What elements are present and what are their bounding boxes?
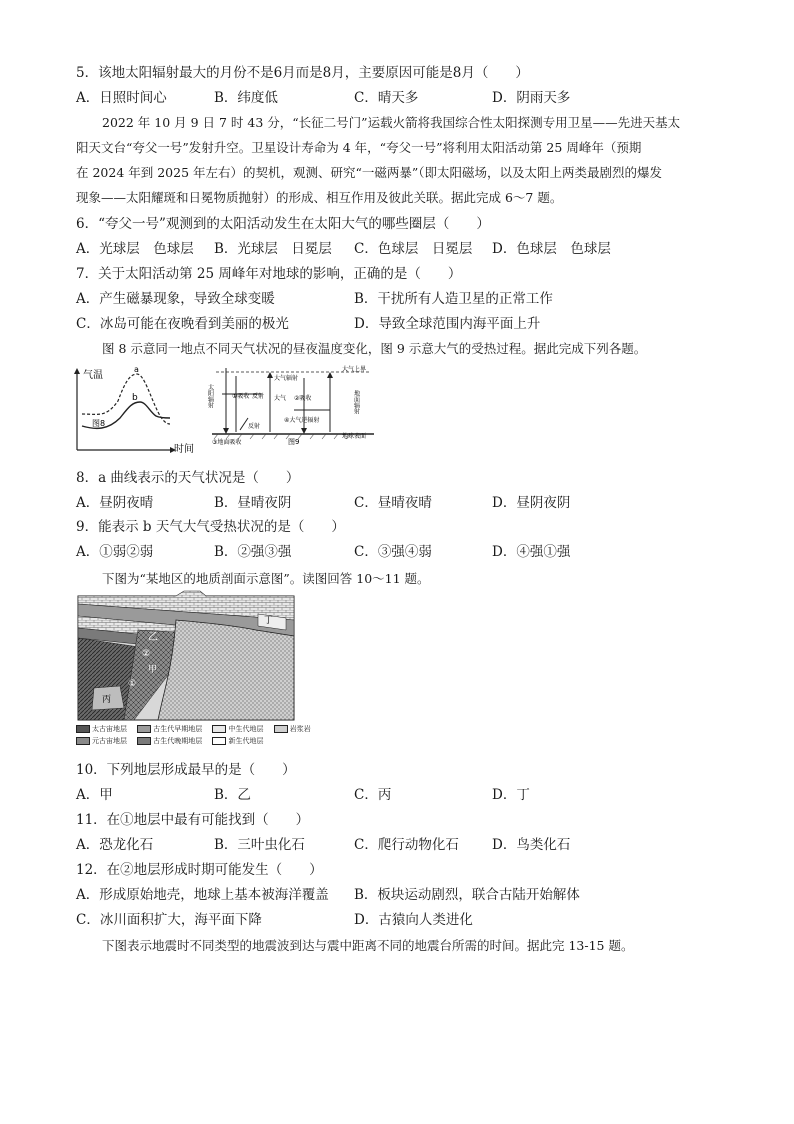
fig9-surface-label: 地球表面 bbox=[342, 433, 367, 440]
legend-item-early-paleozoic: 古生代早期地层 bbox=[137, 724, 202, 734]
q5-option-c: C．晴天多 bbox=[354, 90, 419, 106]
q8-option-b: B．昼晴夜阴 bbox=[214, 495, 292, 511]
fig9-counter-label: ④大气逆辐射 bbox=[284, 417, 320, 424]
q8-option-c: C．昼晴夜晴 bbox=[354, 495, 432, 511]
geo-label-two: ② bbox=[142, 649, 151, 659]
fig9-absorb-label: ①吸收 bbox=[232, 393, 250, 400]
geo-igneous-body bbox=[158, 620, 294, 720]
geo-label-ding: 丁 bbox=[264, 616, 274, 626]
fig9-ground-rad-label: 地面辐射 bbox=[352, 390, 360, 414]
fig8-xlabel: 时间 bbox=[174, 444, 194, 455]
legend-item-proterozoic: 元古宙地层 bbox=[76, 736, 127, 746]
q5-option-d: D．阴雨天多 bbox=[492, 90, 571, 106]
fig8-label-a: a bbox=[134, 365, 139, 374]
q11-option-d: D．鸟类化石 bbox=[492, 837, 571, 853]
passage1-line-2: 阳天文台“夸父一号”发射升空。卫星设计寿命为 4 年，“夸父一号”将利用太阳活动第 25 周峰年（预期 bbox=[76, 140, 642, 155]
q7-option-c: C．冰岛可能在夜晚看到美丽的极光 bbox=[76, 316, 289, 332]
q7-option-d: D．导致全球范围内海平面上升 bbox=[354, 316, 541, 332]
q10-option-a: A．甲 bbox=[76, 787, 113, 803]
fig9-absorb2-label: ②吸收 bbox=[294, 395, 312, 402]
q12-stem: 12．在②地层形成时期可能发生（ ） bbox=[76, 862, 323, 878]
q10-option-b: B．乙 bbox=[214, 787, 251, 803]
q7-stem: 7．关于太阳活动第 25 周峰年对地球的影响，正确的是（ ） bbox=[76, 266, 462, 282]
passage1-line-3: 在 2024 年到 2025 年左右）的契机，观测、研究“一磁两暴”（即太阳磁场，以及太阳上两类最剧烈的爆发 bbox=[76, 165, 663, 180]
q6-option-c: C．色球层 日冕层 bbox=[354, 241, 473, 257]
fig8-ylabel: 气温 bbox=[83, 370, 103, 381]
legend-item-late-paleozoic: 古生代晚期地层 bbox=[137, 736, 202, 746]
q12-option-d: D．古猿向人类进化 bbox=[354, 912, 473, 928]
figure-8-temperature-chart bbox=[70, 366, 202, 456]
fig9-ground-absorb-label: ③地面吸收 bbox=[212, 439, 242, 446]
passage4: 下图表示地震时不同类型的地震波到达与震中距离不同的地震台所需的时间。据此完 13-15 题。 bbox=[102, 938, 634, 953]
q9-option-a: A．①弱②弱 bbox=[76, 544, 154, 560]
fig9-top-label: 大气上界 bbox=[342, 366, 367, 373]
passage3: 下图为“某地区的地质剖面示意图”。读图回答 10～11 题。 bbox=[102, 571, 430, 586]
q8-option-d: D．昼阴夜阴 bbox=[492, 495, 571, 511]
q6-option-b: B．光球层 日冕层 bbox=[214, 241, 332, 257]
q9-option-b: B．②强③强 bbox=[214, 544, 292, 560]
legend-item-cenozoic: 新生代地层 bbox=[212, 736, 263, 746]
geo-label-one: ① bbox=[128, 679, 137, 689]
fig9-reflect-label: 反射 bbox=[252, 393, 265, 400]
q5-option-a: A．日照时间心 bbox=[76, 90, 167, 106]
q5-option-b: B．纬度低 bbox=[214, 90, 278, 106]
geo-label-bing: 丙 bbox=[102, 695, 112, 705]
q8-option-a: A．昼阴夜晴 bbox=[76, 495, 154, 511]
q9-option-c: C．③强④弱 bbox=[354, 544, 432, 560]
q7-option-a: A．产生磁暴现象，导致全球变暖 bbox=[76, 291, 275, 307]
q10-option-d: D．丁 bbox=[492, 787, 530, 803]
passage1-line-4: 现象——太阳耀斑和日冕物质抛射）的形成、相互作用及彼此关联。据此完成 6～7 题。 bbox=[76, 190, 563, 205]
legend-item-igneous: 岩浆岩 bbox=[274, 724, 311, 734]
q11-option-c: C．爬行动物化石 bbox=[354, 837, 459, 853]
legend-item-archean: 太古宙地层 bbox=[76, 724, 127, 734]
q7-option-b: B．干扰所有人造卫星的正常工作 bbox=[354, 291, 553, 307]
geologic-section-figure bbox=[76, 590, 311, 745]
q11-stem: 11．在①地层中最有可能找到（ ） bbox=[76, 812, 310, 828]
passage1-line-1: 2022 年 10 月 9 日 7 时 43 分，“长征二号门”运载火箭将我国综合性太阳探测专用卫星——先进天基太 bbox=[102, 115, 681, 130]
legend-item-mesozoic: 中生代地层 bbox=[212, 724, 263, 734]
q10-option-c: C．丙 bbox=[354, 787, 392, 803]
q10-stem: 10．下列地层形成最早的是（ ） bbox=[76, 762, 296, 778]
fig8-caption: 图8 bbox=[92, 419, 106, 428]
fig9-reflect2-label: 反射 bbox=[248, 423, 261, 430]
q6-option-d: D．色球层 色球层 bbox=[492, 241, 611, 257]
q9-stem: 9．能表示 b 天气大气受热状况的是（ ） bbox=[76, 519, 345, 535]
fig9-atm-rad-label: 大气辐射 bbox=[274, 375, 299, 382]
q8-stem: 8．a 曲线表示的天气状况是（ ） bbox=[76, 470, 300, 486]
q6-option-a: A．光球层 色球层 bbox=[76, 241, 194, 257]
fig8-label-b: b bbox=[132, 393, 138, 403]
q12-option-c: C．冰川面积扩大，海平面下降 bbox=[76, 912, 262, 928]
fig9-caption: 图9 bbox=[288, 438, 300, 446]
q9-option-d: D．④强①强 bbox=[492, 544, 571, 560]
passage2: 图 8 示意同一地点不同天气状况的昼夜温度变化，图 9 示意大气的受热过程。据此完成下列各题。 bbox=[102, 341, 647, 356]
fig9-solar-label: 太阳辐射 bbox=[206, 384, 214, 408]
geo-label-jia: 甲 bbox=[148, 665, 158, 675]
geo-legend bbox=[76, 724, 311, 746]
q11-option-b: B．三叶虫化石 bbox=[214, 837, 305, 853]
geo-label-yi: 乙 bbox=[148, 632, 158, 643]
q12-option-a: A．形成原始地壳，地球上基本被海洋覆盖 bbox=[76, 887, 329, 903]
fig9-atm-label: 大气 bbox=[274, 395, 287, 402]
q12-option-b: B．板块运动剧烈，联合古陆开始解体 bbox=[354, 887, 580, 903]
q6-stem: 6．“夸父一号”观测到的太阳活动发生在太阳大气的哪些圈层（ ） bbox=[76, 216, 490, 232]
q11-option-a: A．恐龙化石 bbox=[76, 837, 154, 853]
figure-9-atmospheric-heating-diagram bbox=[208, 364, 380, 446]
q5-stem: 5．该地太阳辐射最大的月份不是6月而是8月，主要原因可能是8月（ ） bbox=[76, 65, 529, 81]
